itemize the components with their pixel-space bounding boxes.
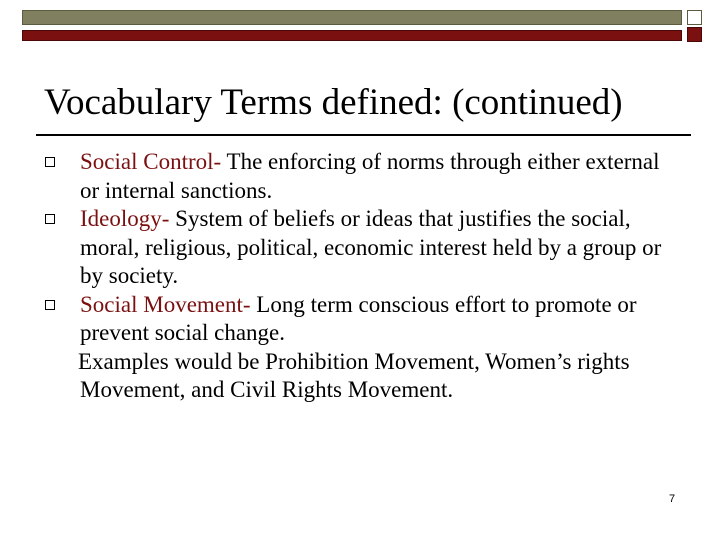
term-label: Ideology- xyxy=(80,206,170,231)
examples-text: Examples would be Prohibition Movement, Women’s rights Movement, and Civil Rights Movement. xyxy=(78,348,630,402)
slide-body xyxy=(44,148,684,405)
top-decorative-bar-maroon xyxy=(22,30,682,41)
top-decorative-square-maroon xyxy=(687,27,702,42)
term-definition: System of beliefs or ideas that justifies the social, moral, religious, political, economic interest held by a group or by society. xyxy=(80,206,662,288)
term-definition: The enforcing of norms through either external or internal sanctions. xyxy=(80,149,660,203)
slide-title: Vocabulary Terms defined: (continued) xyxy=(44,82,623,123)
page-number: 7 xyxy=(669,493,676,505)
title-underline xyxy=(36,134,691,136)
top-decorative-square-olive xyxy=(687,10,702,25)
list-item-ideology xyxy=(44,205,684,291)
list-item-social-movement xyxy=(44,291,684,348)
term-label: Social Control- xyxy=(80,149,222,174)
hollow-square-bullet-icon xyxy=(45,214,55,224)
term-definition: Long term conscious effort to promote or prevent social change. xyxy=(80,291,637,345)
hollow-square-bullet-icon xyxy=(45,157,55,167)
list-item-social-control xyxy=(44,148,684,205)
term-label: Social Movement- xyxy=(80,291,251,317)
top-decorative-bar-olive xyxy=(22,10,682,25)
hollow-square-bullet-icon xyxy=(45,300,55,310)
